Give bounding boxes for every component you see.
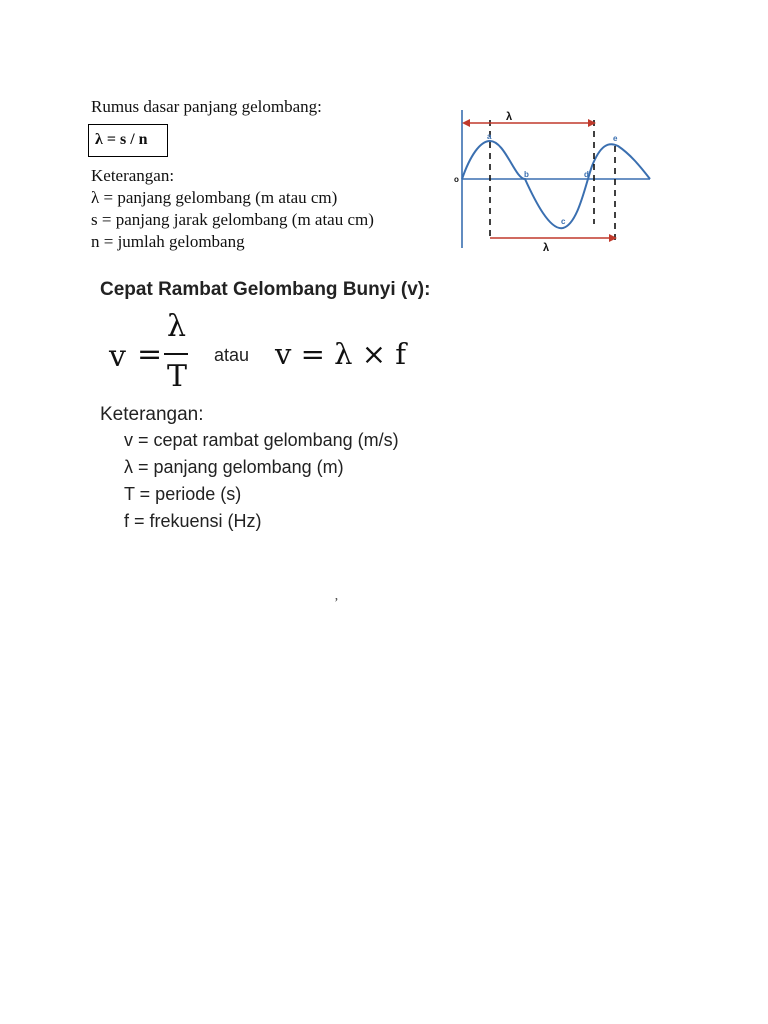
connector-text: atau bbox=[214, 345, 250, 365]
wave-diagram bbox=[450, 106, 652, 256]
section-legend-v: v = cepat rambat gelombang (m/s) bbox=[124, 430, 399, 450]
stray-mark: ’ bbox=[334, 596, 339, 611]
formula1-numerator: λ bbox=[167, 309, 187, 344]
formula1-denominator: T bbox=[167, 359, 188, 394]
origin-label: o bbox=[454, 175, 459, 184]
arrowhead-left-top bbox=[462, 119, 470, 127]
point-label-e: e bbox=[613, 134, 618, 143]
point-label-c: c bbox=[561, 217, 566, 226]
lambda-label-bottom: λ bbox=[543, 242, 550, 254]
section-legend-title: Keterangan: bbox=[100, 404, 204, 425]
legend-item-n: n = jumlah gelombang bbox=[91, 232, 245, 251]
section-legend-lambda: λ = panjang gelombang (m) bbox=[124, 457, 344, 477]
legend-item-s: s = panjang jarak gelombang (m atau cm) bbox=[91, 210, 374, 229]
point-label-d: d bbox=[584, 170, 589, 179]
wavelength-formula-box: λ = s / n bbox=[88, 124, 168, 157]
point-label-b: b bbox=[524, 170, 529, 179]
section-heading: Cepat Rambat Gelombang Bunyi (v): bbox=[100, 279, 431, 300]
velocity-formulas bbox=[105, 309, 435, 400]
section-legend-f: f = frekuensi (Hz) bbox=[124, 511, 262, 531]
legend-title: Keterangan: bbox=[91, 166, 175, 185]
formula1-lhs: v bbox=[109, 339, 126, 374]
formula1-equals: = bbox=[137, 337, 163, 372]
lambda-label-top: λ bbox=[506, 111, 513, 123]
section-legend-T: T = periode (s) bbox=[124, 484, 242, 504]
point-label-a: a bbox=[487, 132, 492, 141]
fraction-bar bbox=[164, 353, 188, 355]
formula2: v = λ × f bbox=[275, 337, 406, 371]
legend-item-lambda: λ = panjang gelombang (m atau cm) bbox=[91, 188, 338, 207]
intro-text: Rumus dasar panjang gelombang: bbox=[91, 97, 322, 116]
